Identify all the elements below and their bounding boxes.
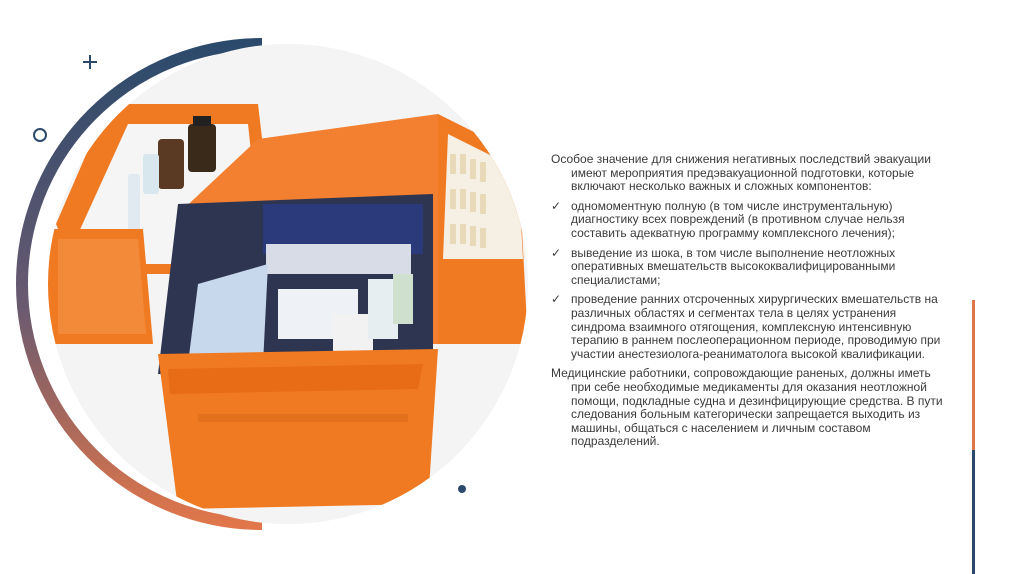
bullet-text: выведение из шока, в том числе выполнение неотложных оперативных вмешательств высококвалифицированными специалистами;	[571, 245, 896, 287]
bullet-item	[551, 200, 951, 241]
body-text	[551, 153, 951, 455]
accent-rule-navy	[972, 450, 975, 574]
closing-paragraph: Медицинские работники, сопровождающие раненых, должны иметь при себе необходимые медикаменты для оказания неотложной помощи, подкладные судна и дезинфицирующие средства. В пути следования больным категорически запрещается выходить из машины, общаться с населением и личным составом подразделений.	[551, 366, 943, 449]
bullet-text: одномоментную полную (в том числе инструментальную) диагностику всех повреждений (в противном случае нельзя составить адекватную программу комплексного лечения);	[571, 198, 905, 240]
medical-kit-illustration	[48, 44, 528, 524]
checkmark-icon: ✓	[551, 198, 562, 213]
medical-kit-photo	[48, 44, 528, 524]
ring-decoration-icon	[33, 128, 47, 142]
bullet-item	[551, 247, 951, 288]
intro-paragraph: Особое значение для снижения негативных последствий эвакуации имеют мероприятия предэвакуационной подготовки, которые включают несколько важных и сложных компонентов:	[551, 152, 931, 194]
bullet-text: проведение ранних отсроченных хирургических вмешательств на различных областях и сегментах тела в целях устранения синдрома взаимного отягощения, комплексную интенсивную терапию в раннем послеоперационном периоде, проводимую при участии анестезиолога-реаниматолога высокой квалификации.	[571, 292, 941, 361]
checkmark-icon: ✓	[551, 292, 562, 307]
accent-rule-orange	[972, 300, 975, 450]
right-accent-rule	[972, 300, 975, 574]
bullet-list	[551, 200, 951, 362]
checkmark-icon: ✓	[551, 245, 562, 260]
bullet-item	[551, 293, 951, 361]
dot-decoration-icon	[458, 485, 466, 493]
plus-decoration-icon	[80, 52, 100, 72]
